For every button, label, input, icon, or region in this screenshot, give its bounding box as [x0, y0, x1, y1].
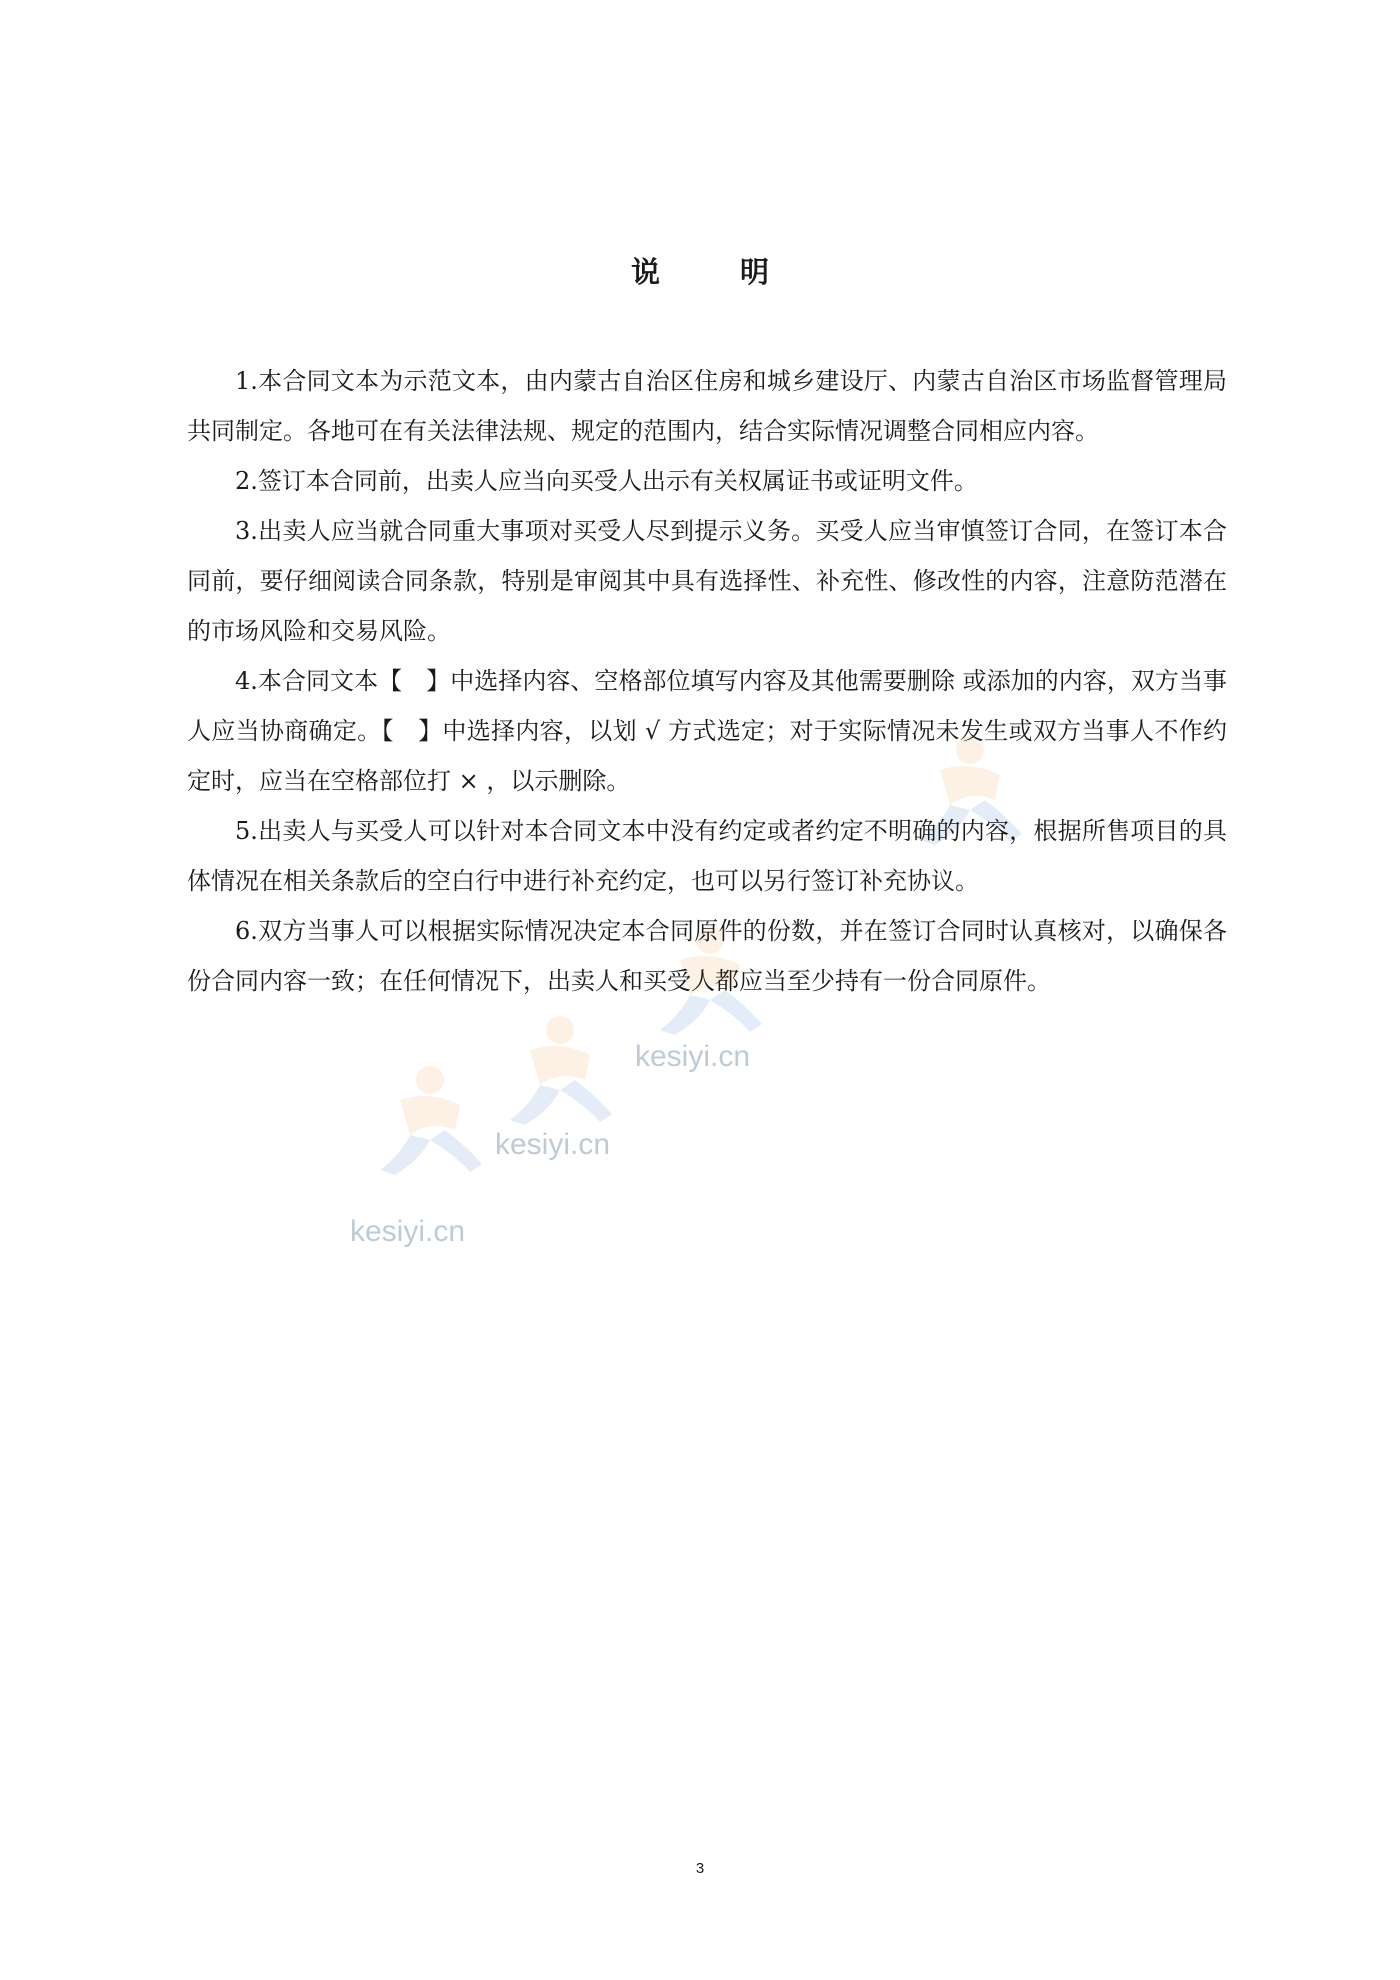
watermark-text-3: kesiyi.cn: [635, 1040, 751, 1073]
watermark-runner-logo-2: [490, 1010, 630, 1130]
watermark-text-1: kesiyi.cn: [350, 1215, 466, 1248]
watermark-text-2: kesiyi.cn: [495, 1128, 611, 1161]
instruction-paragraph-5: 5.出卖人与买受人可以针对本合同文本中没有约定或者约定不明确的内容，根据所售项目的具体情况在相关条款后的空白行中进行补充约定，也可以另行签订补充协议。: [187, 817, 1227, 895]
page-title: [0, 250, 1400, 291]
instructions-body: [187, 356, 1227, 1006]
page-number: 3: [695, 1860, 705, 1877]
page-title-char-1: 说: [630, 255, 660, 289]
instruction-paragraph-2: 2.签订本合同前，出卖人应当向买受人出示有关权属证书或证明文件。: [235, 467, 978, 495]
instruction-paragraph-3: 3.出卖人应当就合同重大事项对买受人尽到提示义务。买受人应当审慎签订合同，在签订本合同前，要仔细阅读合同条款，特别是审阅其中具有选择性、补充性、修改性的内容，注意防范潜在的市场风险和交易风险。: [187, 517, 1227, 645]
watermark-runner-logo-1: [360, 1060, 500, 1180]
instruction-paragraph-4: 4.本合同文本【 】中选择内容、空格部位填写内容及其他需要删除 或添加的内容，双方当事人应当协商确定。【 】中选择内容，以划 √ 方式选定；对于实际情况未发生或双方当事人不作约定时，应当在空格部位打 × ，以示删除。: [187, 667, 1227, 795]
instruction-paragraph-1: 1.本合同文本为示范文本，由内蒙古自治区住房和城乡建设厅、内蒙古自治区市场监督管理局共同制定。各地可在有关法律法规、规定的范围内，结合实际情况调整合同相应内容。: [187, 367, 1227, 445]
instruction-paragraph-6: 6.双方当事人可以根据实际情况决定本合同原件的份数，并在签订合同时认真核对，以确保各份合同内容一致；在任何情况下，出卖人和买受人都应当至少持有一份合同原件。: [187, 917, 1227, 995]
page-title-char-2: 明: [740, 255, 770, 289]
